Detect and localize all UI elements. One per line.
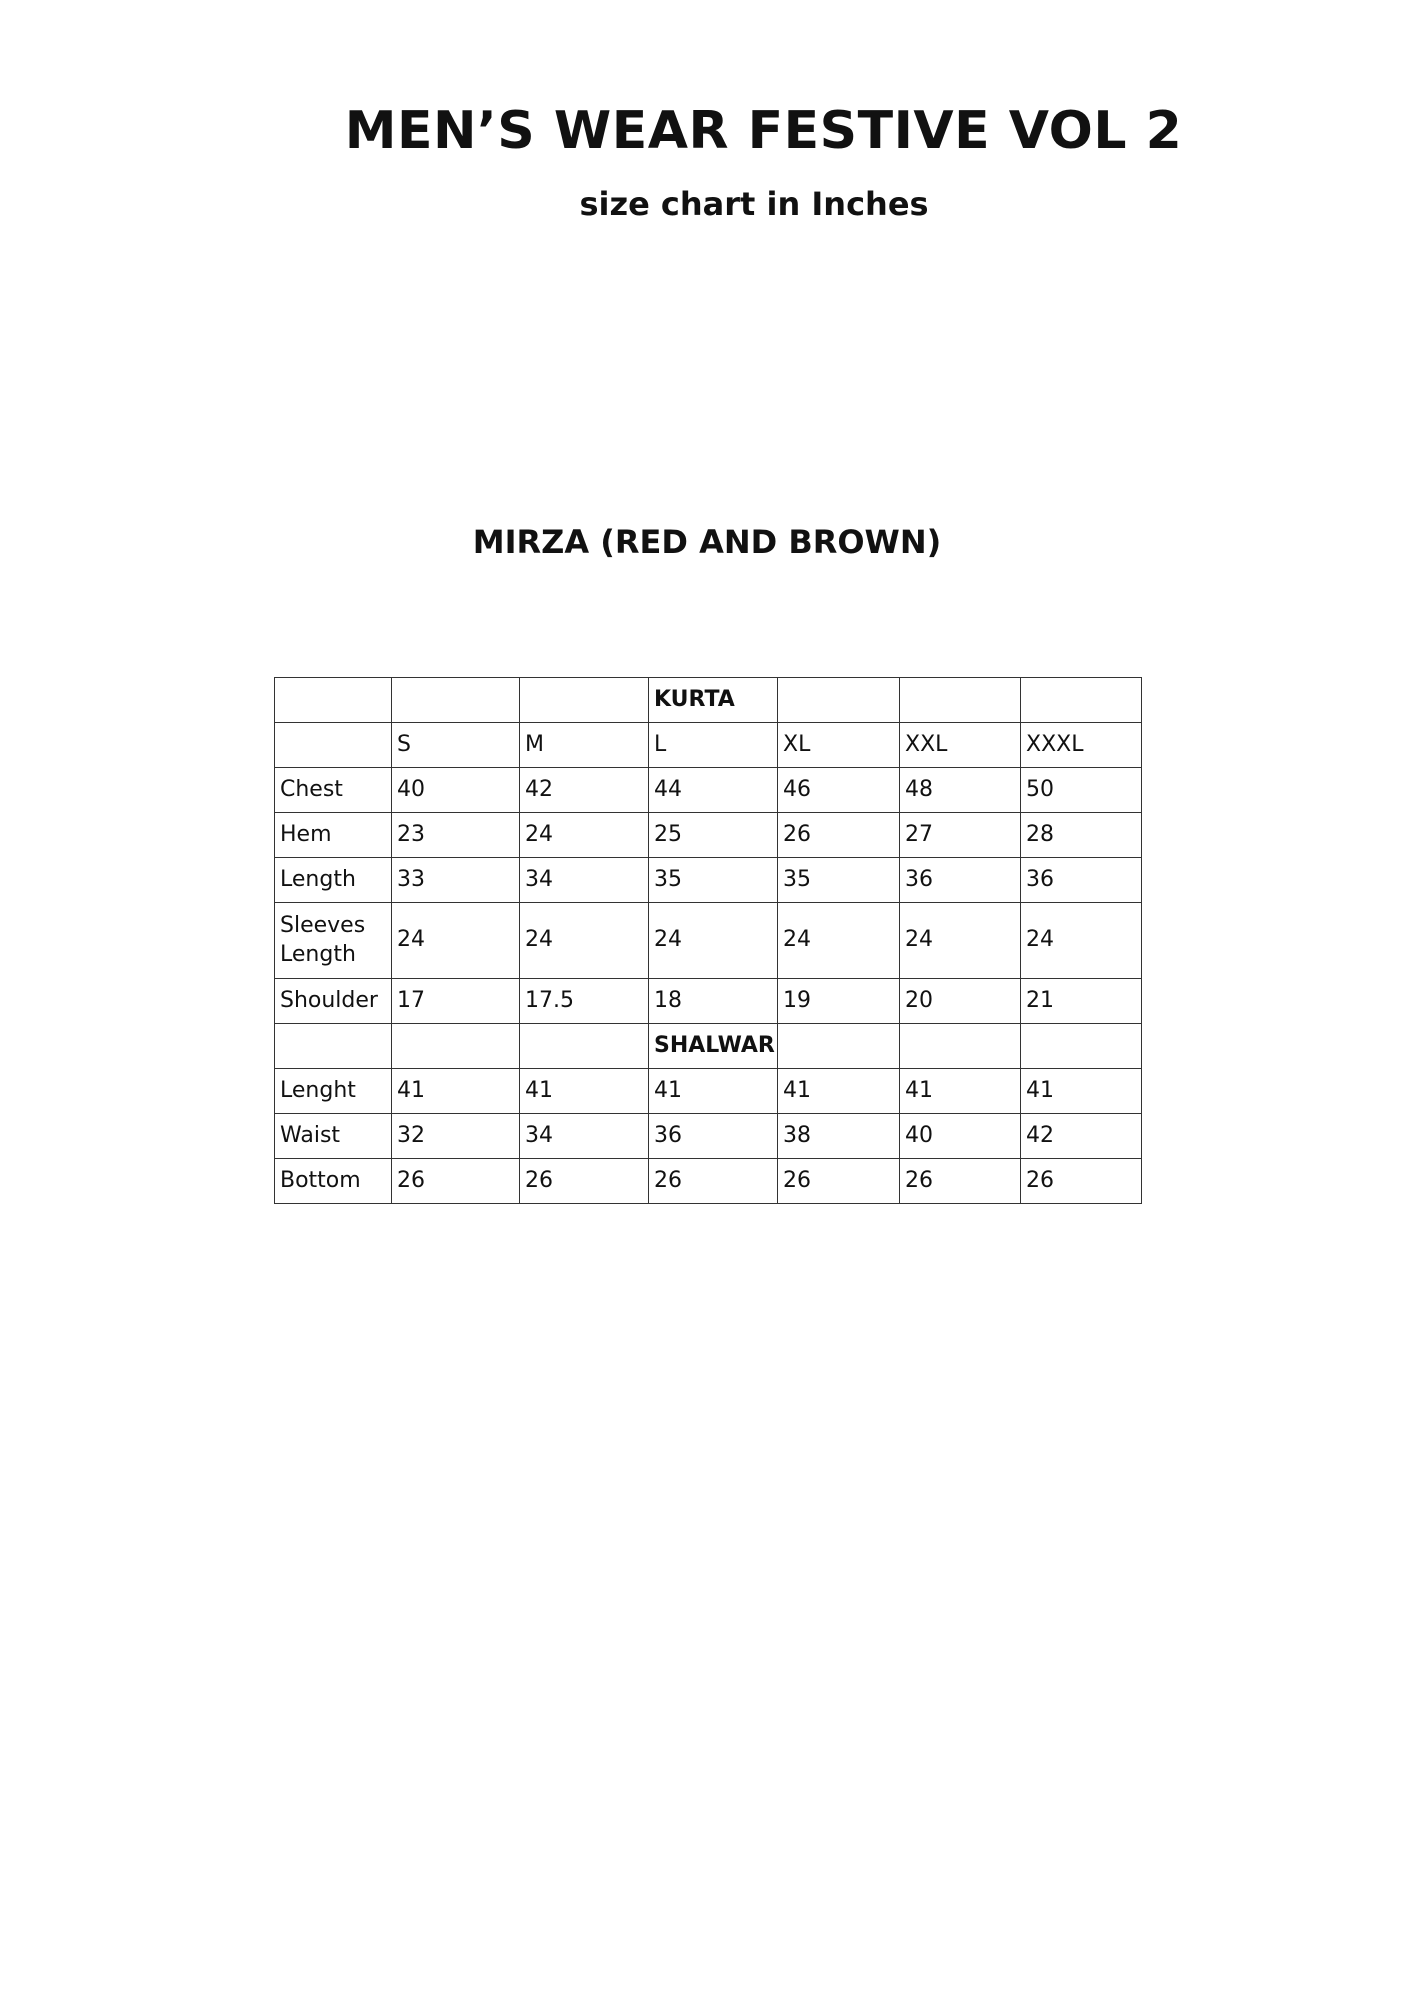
table-row bbox=[275, 979, 1142, 1024]
table-cell bbox=[900, 678, 1021, 723]
table-cell: 40 bbox=[392, 768, 520, 813]
product-name: MIRZA (RED AND BROWN) bbox=[472, 523, 942, 561]
size-header-row bbox=[275, 723, 1142, 768]
shalwar-section-row bbox=[275, 1024, 1142, 1069]
table-cell: 36 bbox=[900, 858, 1021, 903]
row-label: Sleeves Length bbox=[275, 903, 392, 979]
row-label: Bottom bbox=[275, 1159, 392, 1204]
table-cell: 24 bbox=[900, 903, 1021, 979]
table-cell: 26 bbox=[778, 1159, 900, 1204]
table-cell: 44 bbox=[649, 768, 778, 813]
table-row bbox=[275, 813, 1142, 858]
table-cell: 25 bbox=[649, 813, 778, 858]
table-cell: 34 bbox=[520, 1114, 649, 1159]
table-row bbox=[275, 1159, 1142, 1204]
table-cell: 34 bbox=[520, 858, 649, 903]
row-label: Lenght bbox=[275, 1069, 392, 1114]
row-label: Hem bbox=[275, 813, 392, 858]
table-cell: 41 bbox=[778, 1069, 900, 1114]
table-cell: 24 bbox=[778, 903, 900, 979]
table-cell: 27 bbox=[900, 813, 1021, 858]
table-cell: 26 bbox=[900, 1159, 1021, 1204]
table-cell bbox=[778, 1024, 900, 1069]
table-cell: 24 bbox=[649, 903, 778, 979]
table-cell: 17 bbox=[392, 979, 520, 1024]
page-subtitle: size chart in Inches bbox=[579, 185, 929, 223]
table-cell: 40 bbox=[900, 1114, 1021, 1159]
table-cell bbox=[392, 1024, 520, 1069]
kurta-section-row bbox=[275, 678, 1142, 723]
table-cell: 24 bbox=[392, 903, 520, 979]
table-cell bbox=[392, 678, 520, 723]
table-cell: 36 bbox=[649, 1114, 778, 1159]
table-cell: 32 bbox=[392, 1114, 520, 1159]
table-cell: 41 bbox=[649, 1069, 778, 1114]
size-header-cell: M bbox=[520, 723, 649, 768]
table-row bbox=[275, 903, 1142, 979]
table-cell: 26 bbox=[649, 1159, 778, 1204]
table-row bbox=[275, 858, 1142, 903]
table-cell bbox=[1021, 1024, 1142, 1069]
table-cell: 41 bbox=[520, 1069, 649, 1114]
table-cell: 23 bbox=[392, 813, 520, 858]
table-cell: 35 bbox=[649, 858, 778, 903]
row-label: Shoulder bbox=[275, 979, 392, 1024]
table-cell: 24 bbox=[1021, 903, 1142, 979]
table-cell bbox=[900, 1024, 1021, 1069]
table-cell: 21 bbox=[1021, 979, 1142, 1024]
table-cell: 26 bbox=[1021, 1159, 1142, 1204]
size-chart-table bbox=[274, 677, 1142, 1204]
table-row bbox=[275, 1069, 1142, 1114]
table-cell bbox=[520, 1024, 649, 1069]
table-cell: 18 bbox=[649, 979, 778, 1024]
table-cell: 41 bbox=[392, 1069, 520, 1114]
table-cell bbox=[275, 678, 392, 723]
table-cell: 35 bbox=[778, 858, 900, 903]
table-cell bbox=[520, 678, 649, 723]
table-cell: 28 bbox=[1021, 813, 1142, 858]
table-cell: 48 bbox=[900, 768, 1021, 813]
table-cell: 41 bbox=[900, 1069, 1021, 1114]
table-cell: 24 bbox=[520, 903, 649, 979]
size-header-cell: XXXL bbox=[1021, 723, 1142, 768]
table-cell: 42 bbox=[1021, 1114, 1142, 1159]
table-cell: 33 bbox=[392, 858, 520, 903]
table-cell: 50 bbox=[1021, 768, 1142, 813]
kurta-section-label: KURTA bbox=[649, 678, 778, 723]
table-row bbox=[275, 768, 1142, 813]
row-label: Chest bbox=[275, 768, 392, 813]
table-cell bbox=[778, 678, 900, 723]
table-cell: 26 bbox=[778, 813, 900, 858]
size-header-cell: S bbox=[392, 723, 520, 768]
table-cell: 20 bbox=[900, 979, 1021, 1024]
size-header-cell: XL bbox=[778, 723, 900, 768]
size-header-cell: L bbox=[649, 723, 778, 768]
table-cell bbox=[1021, 678, 1142, 723]
table-cell: 36 bbox=[1021, 858, 1142, 903]
table-cell bbox=[275, 723, 392, 768]
table-cell: 26 bbox=[520, 1159, 649, 1204]
size-header-cell: XXL bbox=[900, 723, 1021, 768]
table-cell: 24 bbox=[520, 813, 649, 858]
table-cell: 42 bbox=[520, 768, 649, 813]
row-label: Waist bbox=[275, 1114, 392, 1159]
table-cell: 19 bbox=[778, 979, 900, 1024]
page-title: MEN’S WEAR FESTIVE VOL 2 bbox=[344, 101, 1183, 161]
table-cell: 41 bbox=[1021, 1069, 1142, 1114]
row-label: Length bbox=[275, 858, 392, 903]
table-cell: 26 bbox=[392, 1159, 520, 1204]
table-cell: 17.5 bbox=[520, 979, 649, 1024]
table-row bbox=[275, 1114, 1142, 1159]
table-cell bbox=[275, 1024, 392, 1069]
table-cell: 46 bbox=[778, 768, 900, 813]
shalwar-section-label: SHALWAR bbox=[649, 1024, 778, 1069]
table-cell: 38 bbox=[778, 1114, 900, 1159]
